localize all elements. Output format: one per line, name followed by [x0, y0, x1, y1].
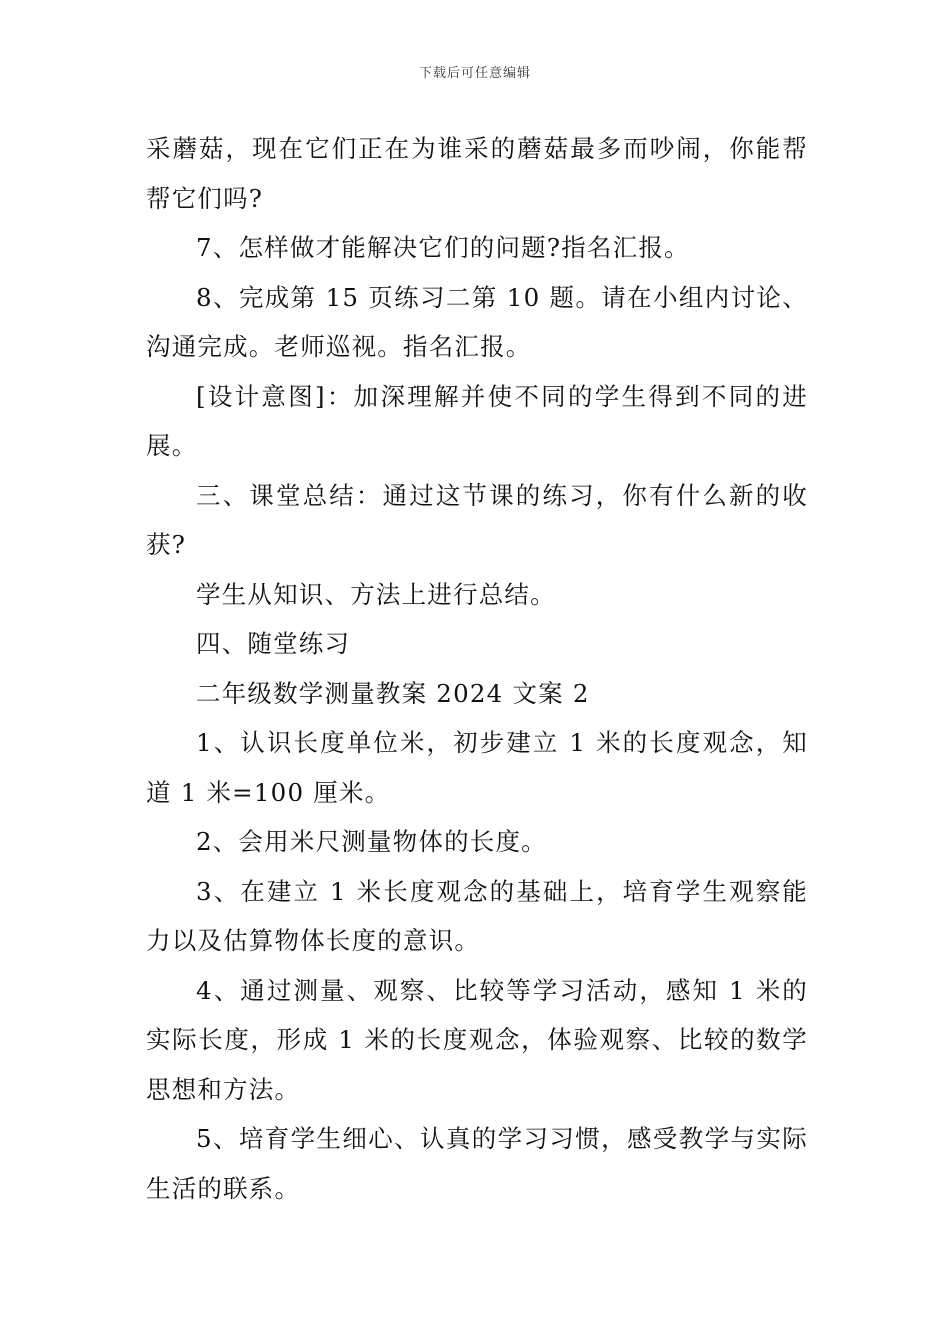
document-body — [146, 124, 808, 1213]
paragraph-8: 二年级数学测量教案 2024 文案 2 — [196, 678, 590, 708]
paragraph-3: 8、完成第 15 页练习二第 10 题。请在小组内讨论、沟通完成。老师巡视。指名汇报。 — [146, 282, 808, 361]
paragraph-5: 三、课堂总结：通过这节课的练习，你有什么新的收获? — [146, 480, 808, 559]
paragraph-6: 学生从知识、方法上进行总结。 — [196, 579, 556, 609]
paragraph-11: 3、在建立 1 米长度观念的基础上，培育学生观察能力以及估算物体长度的意识。 — [146, 876, 808, 955]
paragraph-4: [设计意图]：加深理解并使不同的学生得到不同的进展。 — [146, 381, 808, 460]
paragraph-1: 采蘑菇，现在它们正在为谁采的蘑菇最多而吵闹，你能帮帮它们吗? — [146, 134, 808, 213]
paragraph-10: 2、会用米尺测量物体的长度。 — [196, 827, 547, 856]
paragraph-9: 1、认识长度单位米，初步建立 1 米的长度观念，知道 1 米=100 厘米。 — [146, 728, 808, 807]
paragraph-7: 四、随堂练习 — [196, 629, 351, 658]
paragraph-12: 4、通过测量、观察、比较等学习活动，感知 1 米的实际长度，形成 1 米的长度观念，体验观察、比较的数学思想和方法。 — [146, 975, 808, 1104]
paragraph-13: 5、培育学生细心、认真的学习习惯，感受教学与实际生活的联系。 — [146, 1124, 808, 1203]
page-header: 下载后可任意编辑 — [418, 66, 531, 81]
paragraph-2: 7、怎样做才能解决它们的问题?指名汇报。 — [196, 233, 690, 262]
